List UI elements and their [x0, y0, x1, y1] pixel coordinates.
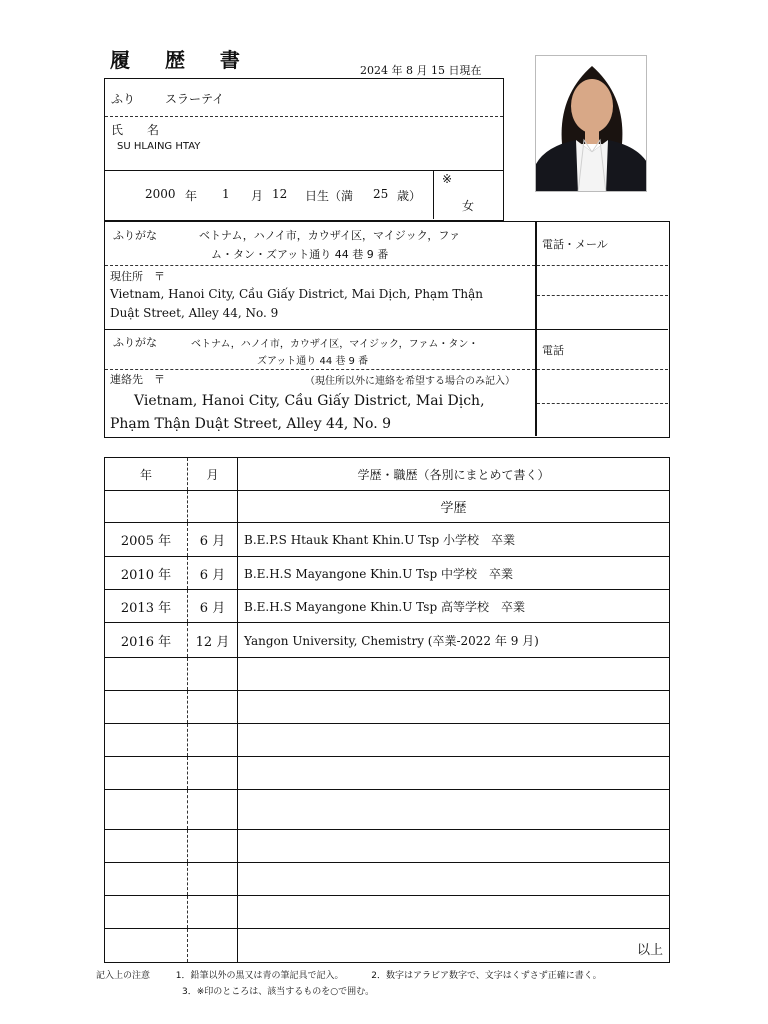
table-row [105, 491, 670, 523]
desc-cell[interactable] [238, 896, 670, 929]
table-row [105, 557, 670, 590]
contact-address-line2[interactable]: Phạm Thận Duật Street, Alley 44, No. 9 [110, 416, 392, 432]
year-cell[interactable] [105, 896, 188, 929]
year-cell[interactable] [105, 757, 188, 790]
notes-label: 記入上の注意 [96, 971, 151, 981]
address-line2[interactable]: Duật Street, Alley 44, No. 9 [110, 306, 279, 320]
desc-cell[interactable] [238, 757, 670, 790]
month-cell[interactable] [188, 757, 238, 790]
contact-furigana-line2[interactable]: ズアット通り 44 巷 9 番 [257, 356, 369, 367]
table-row [105, 724, 670, 757]
portrait-image [536, 56, 647, 192]
table-row [105, 623, 670, 658]
contact-address-row [105, 370, 535, 436]
desc-cell[interactable] [238, 724, 670, 757]
contact-address-note: （現住所以外に連絡を希望する場合のみ記入） [305, 376, 515, 387]
birth-day[interactable]: 12 [272, 187, 288, 201]
contact-phone-mail-cell[interactable] [537, 222, 668, 266]
address-line1[interactable]: Vietnam, Hanoi City, Cầu Giấy District, Mai Dịch, Phạm Thận [110, 287, 484, 301]
name-furigana-label: ふり [111, 92, 136, 106]
year-cell[interactable] [105, 790, 188, 830]
phone-mail-value-cell-2[interactable] [537, 296, 668, 330]
age-unit: 歳） [397, 189, 422, 203]
year-cell[interactable]: 2010 年 [105, 557, 188, 590]
year-cell[interactable] [105, 929, 188, 963]
desc-cell[interactable]: B.E.H.S Mayangone Khin.U Tsp 中学校 卒業 [238, 557, 670, 590]
contact-furigana-row [105, 330, 535, 370]
desc-cell[interactable] [238, 658, 670, 691]
contact-furigana-label: ふりがな [113, 336, 157, 349]
address-furigana-line1[interactable]: ベトナム，ハノイ市，カウザイ区，マイジック，ファ [199, 229, 461, 242]
table-row [105, 830, 670, 863]
birth-month[interactable]: 1 [222, 187, 230, 201]
year-cell[interactable]: 2016 年 [105, 623, 188, 658]
contact-furigana-line1[interactable]: ベトナム，ハノイ市，カウザイ区，マイジック，ファム・タン・ [191, 339, 479, 350]
table-row [105, 691, 670, 724]
year-cell[interactable]: 2013 年 [105, 590, 188, 623]
birth-date-cell [105, 171, 434, 219]
gender-mark: ※ [442, 172, 453, 186]
month-cell[interactable]: 12 月 [188, 623, 238, 658]
applicant-photo [535, 55, 647, 192]
year-cell[interactable] [105, 491, 188, 523]
birth-month-unit: 月 [251, 189, 264, 203]
month-cell[interactable]: 6 月 [188, 557, 238, 590]
address-furigana-line2[interactable]: ム・タン・ズアット通り 44 巷 9 番 [211, 248, 389, 261]
year-cell[interactable] [105, 724, 188, 757]
name-value[interactable]: SU HLAING HTAY [117, 141, 201, 152]
name-row [105, 117, 503, 171]
month-cell[interactable] [188, 691, 238, 724]
table-row [105, 790, 670, 830]
desc-cell[interactable] [238, 863, 670, 896]
desc-cell[interactable]: Yangon University, Chemistry (卒業-2022 年 9 月) [238, 623, 670, 658]
end-marker: 以上 [238, 929, 670, 963]
contact-phone-label: 電話 [542, 344, 564, 357]
table-row [105, 757, 670, 790]
age[interactable]: 25 [373, 187, 389, 201]
month-cell[interactable] [188, 929, 238, 963]
col-year-header: 年 [105, 458, 188, 491]
table-row [105, 863, 670, 896]
resume-title: 履 歴 書 [110, 48, 254, 72]
table-header-row [105, 458, 670, 491]
birth-row [105, 171, 503, 219]
year-cell[interactable] [105, 830, 188, 863]
desc-cell[interactable]: B.E.P.S Htauk Khant Khin.U Tsp 小学校 卒業 [238, 523, 670, 557]
name-furigana-row [105, 79, 503, 117]
table-row [105, 590, 670, 623]
birth-day-unit: 日生（満 [305, 189, 354, 203]
month-cell[interactable] [188, 658, 238, 691]
notes-section [96, 968, 602, 1000]
year-cell[interactable] [105, 658, 188, 691]
gender-value[interactable]: 女 [462, 199, 475, 213]
year-cell[interactable] [105, 863, 188, 896]
address-label: 現住所 〒 [110, 270, 165, 283]
note-3: 3．※印のところは、該当するものを○で囲む。 [182, 987, 375, 997]
col-month-header: 月 [188, 458, 238, 491]
section-heading-education: 学歴 [238, 491, 670, 523]
year-cell[interactable]: 2005 年 [105, 523, 188, 557]
desc-cell[interactable]: B.E.H.S Mayangone Khin.U Tsp 高等学校 卒業 [238, 590, 670, 623]
desc-cell[interactable] [238, 790, 670, 830]
notes-line-2 [96, 984, 602, 1000]
notes-line-1 [96, 968, 602, 984]
contact-phone-value-cell-1[interactable] [537, 370, 668, 404]
month-cell[interactable] [188, 790, 238, 830]
contact-phone-cell[interactable] [537, 330, 668, 370]
note-1: 1．鉛筆以外の黒又は青の筆記具で記入。 [175, 971, 344, 981]
month-cell[interactable] [188, 863, 238, 896]
name-section [104, 78, 504, 221]
phone-mail-value-cell-1[interactable] [537, 266, 668, 296]
desc-cell[interactable] [238, 830, 670, 863]
month-cell[interactable]: 6 月 [188, 523, 238, 557]
address-furigana-label: ふりがな [113, 229, 157, 242]
month-cell[interactable] [188, 491, 238, 523]
table-row [105, 523, 670, 557]
table-row [105, 658, 670, 691]
desc-cell[interactable] [238, 691, 670, 724]
phone-mail-label: 電話・メール [542, 238, 608, 251]
birth-year-unit: 年 [185, 189, 198, 203]
table-row [105, 929, 670, 963]
month-cell[interactable] [188, 830, 238, 863]
current-date: 2024 年 8 月 15 日現在 [360, 64, 482, 77]
table-row [105, 896, 670, 929]
contact-phone-value-cell-2[interactable] [537, 404, 668, 436]
note-2: 2．数字はアラビア数字で、文字はくずさず正確に書く。 [371, 971, 602, 981]
birth-year[interactable]: 2000 [145, 187, 176, 201]
month-cell[interactable] [188, 724, 238, 757]
education-history-table [104, 457, 670, 963]
contact-address-label: 連絡先 〒 [110, 373, 165, 386]
year-cell[interactable] [105, 691, 188, 724]
address-section [104, 221, 670, 438]
month-cell[interactable]: 6 月 [188, 590, 238, 623]
name-furigana-value[interactable]: スラーテイ [165, 92, 225, 106]
month-cell[interactable] [188, 896, 238, 929]
contact-address-line1[interactable]: Vietnam, Hanoi City, Cầu Giấy District, Mai Dịch, [134, 393, 485, 409]
name-label: 氏 名 [111, 123, 160, 137]
address-row [105, 266, 535, 330]
address-furigana-row [105, 222, 535, 266]
col-desc-header: 学歴・職歴（各別にまとめて書く） [238, 458, 670, 491]
